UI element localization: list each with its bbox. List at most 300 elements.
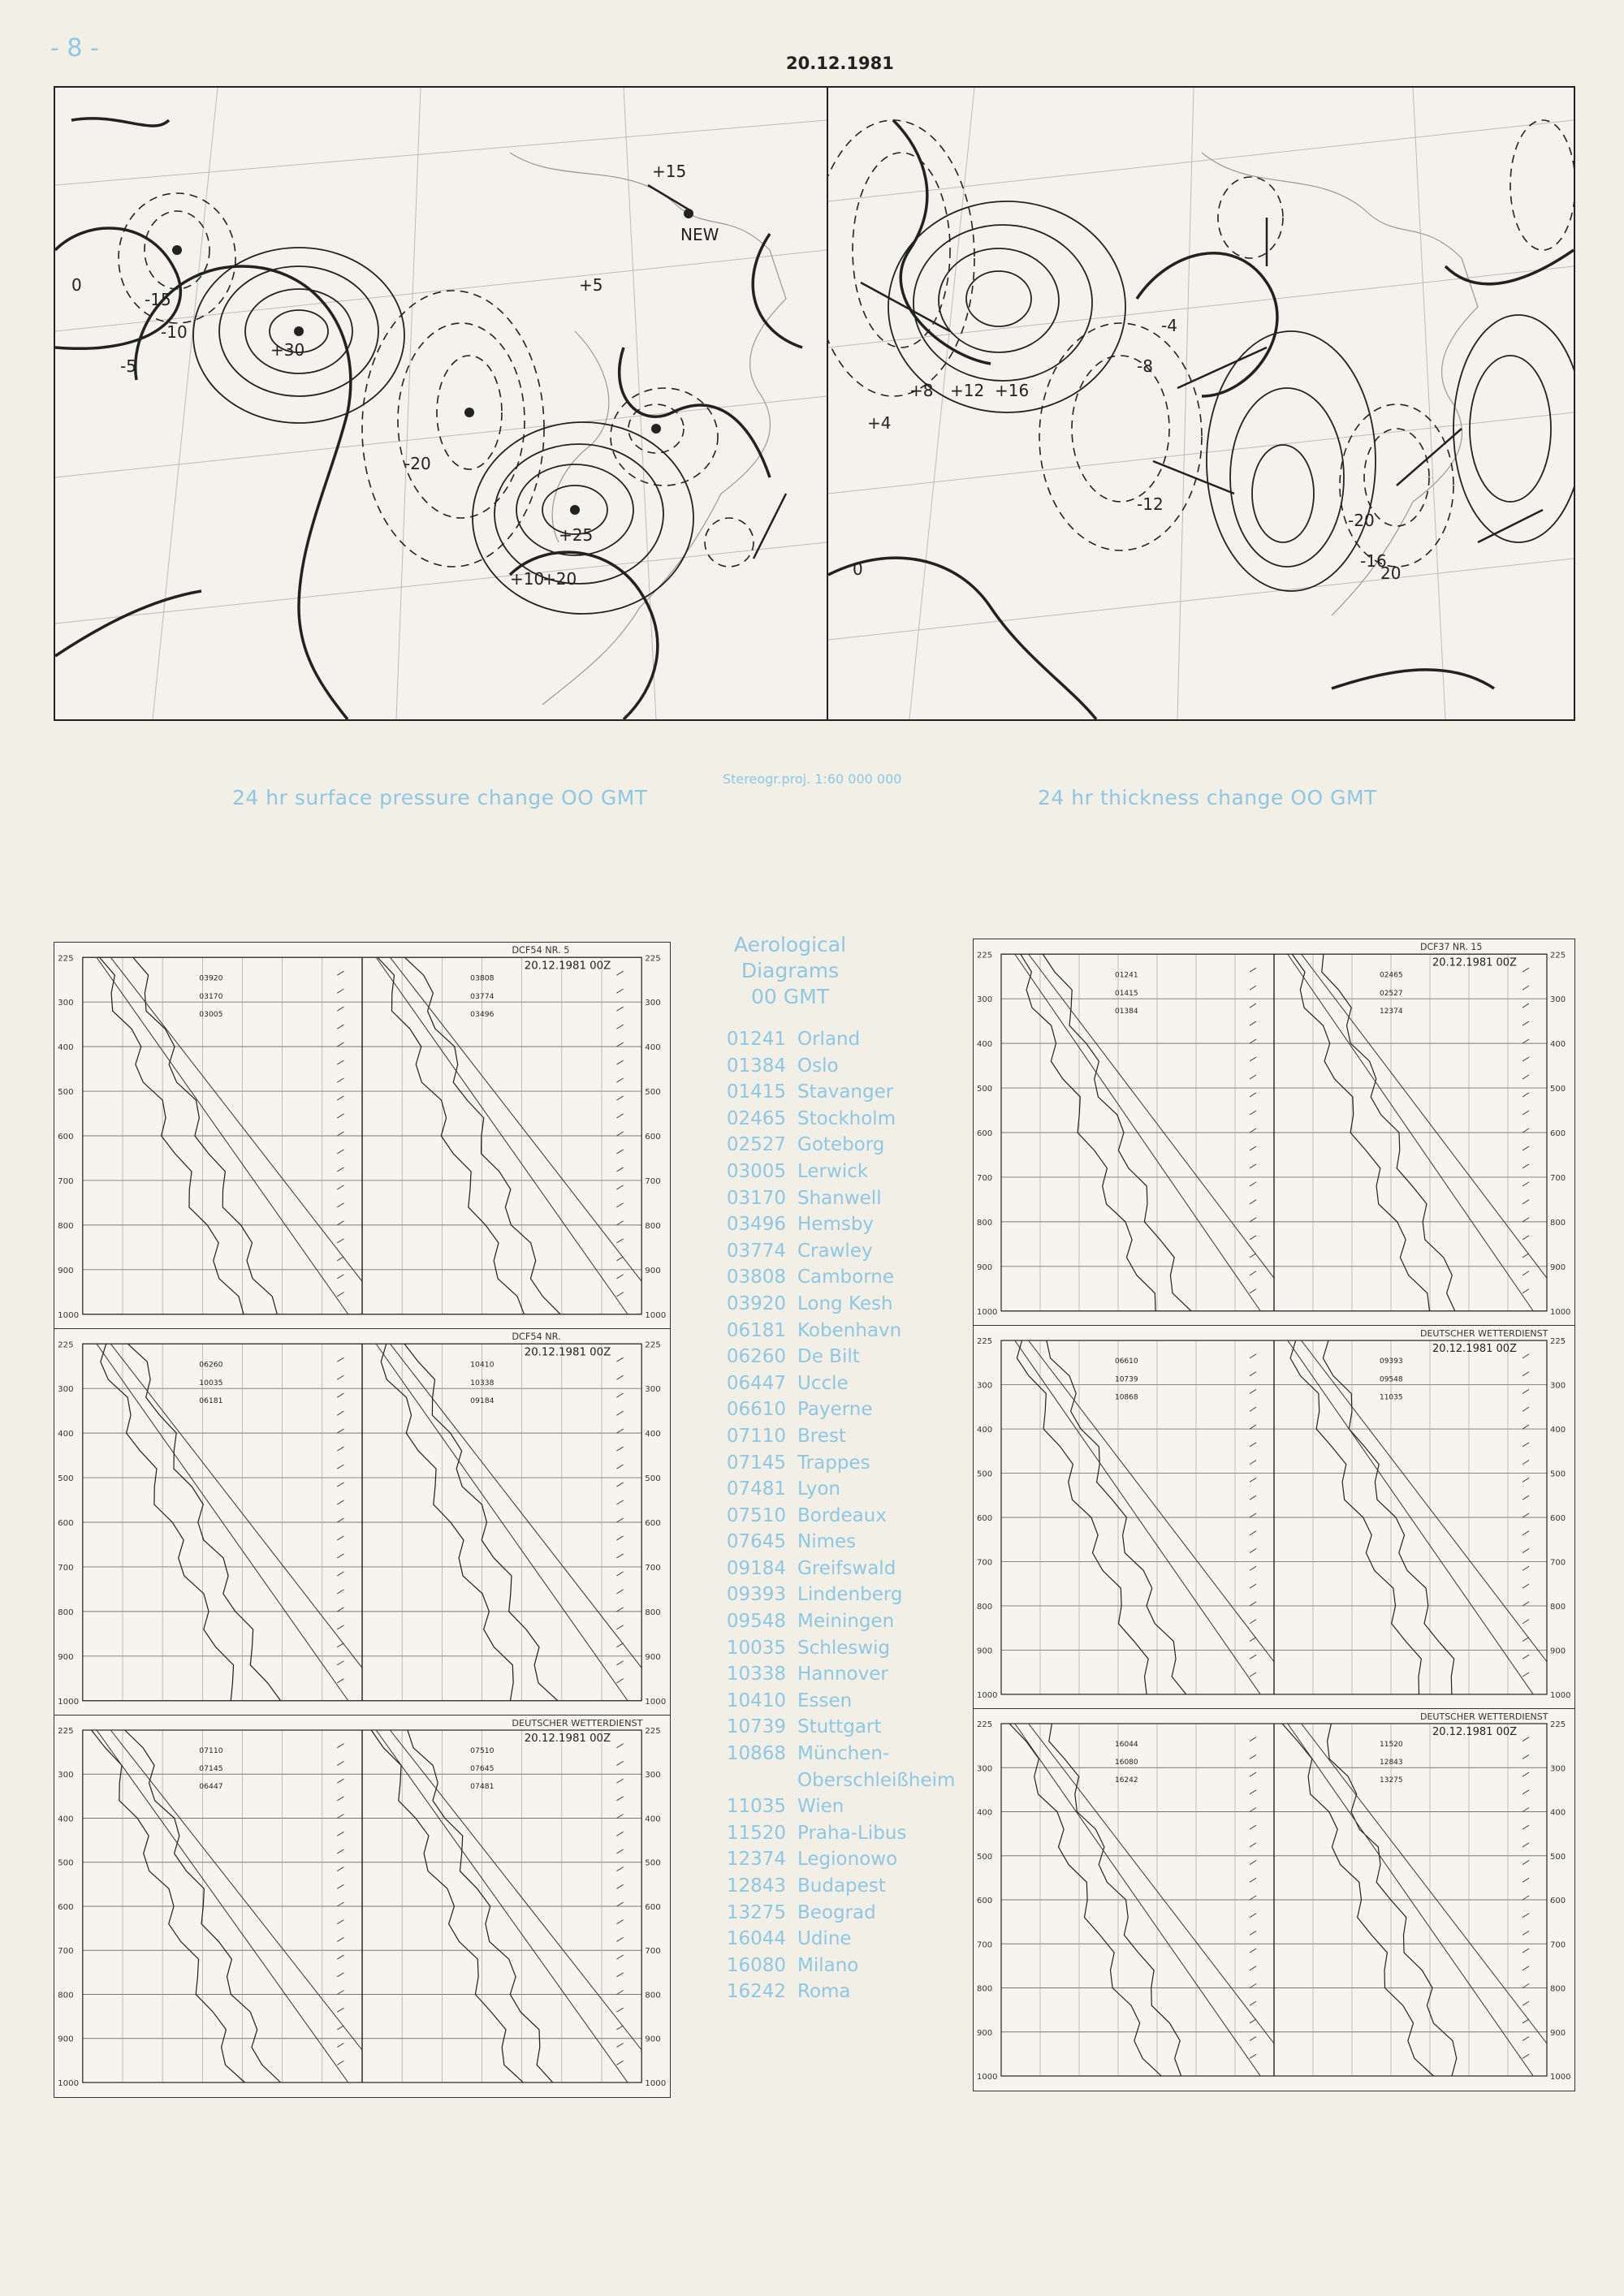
diagram-header: DEUTSCHER WETTERDIENST <box>512 1718 643 1728</box>
station-name: Lyon <box>797 1478 840 1500</box>
pressure-level-label: 800 <box>1550 1984 1566 1994</box>
station-row <box>705 1132 973 1159</box>
map-label: +10 <box>510 569 545 589</box>
station-row <box>705 1185 973 1212</box>
pressure-level-label: 300 <box>1550 1381 1566 1391</box>
pressure-level-label: 700 <box>977 1558 993 1568</box>
station-row <box>705 1238 973 1265</box>
map-label: +4 <box>867 413 892 433</box>
pressure-level-label: 500 <box>645 1088 661 1098</box>
pressure-level-label: 600 <box>645 1133 661 1142</box>
station-code: 10739 <box>726 1716 786 1738</box>
station-row <box>705 1661 973 1688</box>
station-row <box>705 1953 973 1979</box>
station-code: 03808 <box>726 1267 786 1288</box>
pressure-level-label: 500 <box>58 1088 74 1098</box>
station-row <box>705 1820 973 1847</box>
pressure-level-label: 800 <box>645 1221 661 1231</box>
station-code: 06181 <box>726 1319 786 1341</box>
station-code: 03774 <box>726 1240 786 1262</box>
map-label: +16 <box>995 381 1030 400</box>
station-name: Hemsby <box>797 1214 875 1236</box>
map-label: +30 <box>270 340 305 360</box>
station-code: 01384 <box>726 1055 786 1077</box>
pressure-level-label: 500 <box>645 1474 661 1484</box>
pressure-level-label: 900 <box>645 2035 661 2044</box>
pressure-level-label: 800 <box>977 1984 993 1994</box>
station-code: 07481 <box>726 1478 786 1500</box>
pressure-level-label: 700 <box>645 1177 661 1186</box>
pressure-level-label: 300 <box>977 1381 993 1391</box>
thickness-map-caption: 24 hr thickness change OO GMT <box>1038 786 1377 809</box>
station-row <box>705 1793 973 1820</box>
skew-t-plot <box>54 1329 670 1716</box>
station-code: 12374 <box>726 1849 786 1871</box>
pressure-level-label: 300 <box>58 1385 74 1395</box>
aerological-diagram <box>973 1708 1575 2091</box>
station-name: Long Kesh <box>797 1293 893 1314</box>
pressure-level-label: 400 <box>645 1430 661 1439</box>
station-name: Lindenberg <box>797 1584 903 1606</box>
pressure-level-label: 600 <box>58 1133 74 1142</box>
pressure-level-label: 600 <box>645 1903 661 1912</box>
pressure-level-label: 900 <box>1550 1262 1566 1272</box>
pressure-level-label: 700 <box>1550 1173 1566 1184</box>
station-code: 03920 <box>726 1293 786 1314</box>
station-row <box>705 1688 973 1715</box>
station-row <box>705 1211 973 1238</box>
pressure-level-label: 500 <box>645 1858 661 1868</box>
pressure-level-label: 900 <box>977 1262 993 1272</box>
diagram-header: DCF54 NR. 5 <box>512 945 570 956</box>
station-name: Roma <box>797 1981 851 2003</box>
pressure-level-label: 300 <box>645 1771 661 1780</box>
pressure-level-label: 500 <box>977 1085 993 1094</box>
station-name: Budapest <box>797 1875 886 1897</box>
pressure-level-label: 800 <box>977 1218 993 1228</box>
station-code: 16080 <box>726 1954 786 1976</box>
station-code: 10410 <box>726 1690 786 1711</box>
map-label: -20 <box>404 454 431 473</box>
diagram-station-code: 01241 <box>1115 971 1138 980</box>
pressure-level-label: 900 <box>58 2035 74 2044</box>
diagram-station-code: 10338 <box>470 1378 495 1388</box>
station-code: 06447 <box>726 1372 786 1394</box>
diagram-station-code: 03774 <box>470 991 495 1001</box>
station-name: Oberschleißheim <box>797 1769 956 1791</box>
diagram-station-code: 07481 <box>470 1783 495 1791</box>
pressure-level-label: 500 <box>1550 1085 1566 1094</box>
map-label: -15 <box>145 290 171 309</box>
map-label: 0 <box>71 275 82 295</box>
pressure-level-label: 300 <box>58 1771 74 1780</box>
pressure-level-label: 700 <box>58 1564 74 1573</box>
diagram-station-code: 02465 <box>1380 971 1403 980</box>
pressure-level-label: 225 <box>58 1340 74 1350</box>
aerological-diagram <box>54 942 671 1330</box>
diagram-date: 20.12.1981 00Z <box>1432 1343 1517 1356</box>
aerological-diagram <box>973 939 1575 1327</box>
diagram-station-code: 09393 <box>1380 1357 1403 1366</box>
diagram-header: DCF54 NR. <box>512 1331 561 1343</box>
pressure-level-label: 400 <box>1550 1426 1566 1435</box>
pressure-level-label: 600 <box>977 1129 993 1139</box>
pressure-level-label: 225 <box>977 1720 993 1729</box>
diagram-station-code: 12843 <box>1380 1759 1403 1767</box>
pressure-level-label: 400 <box>977 1426 993 1435</box>
diagram-header: DEUTSCHER WETTERDIENST <box>1420 1328 1548 1340</box>
station-code: 02527 <box>726 1134 786 1156</box>
pressure-level-label: 500 <box>1550 1852 1566 1862</box>
station-name: Milano <box>797 1954 859 1976</box>
pressure-level-label: 1000 <box>977 2073 998 2082</box>
station-name: Goteborg <box>797 1134 885 1156</box>
pressure-level-label: 700 <box>1550 1940 1566 1950</box>
pressure-level-label: 500 <box>58 1858 74 1868</box>
map-label: -20 <box>1348 511 1375 530</box>
station-row <box>705 1026 973 1053</box>
station-code: 07645 <box>726 1531 786 1553</box>
station-code: 06610 <box>726 1399 786 1421</box>
station-row <box>705 1873 973 1900</box>
diagram-station-code: 03170 <box>199 991 223 1001</box>
pressure-level-label: 1000 <box>58 1310 80 1320</box>
pressure-level-label: 1000 <box>58 1697 80 1707</box>
station-row <box>705 1423 973 1450</box>
aerological-diagram <box>973 1325 1575 1710</box>
station-name: Udine <box>797 1928 852 1950</box>
station-row <box>705 1370 973 1397</box>
aerological-diagram <box>54 1328 671 1716</box>
station-name: Kobenhavn <box>797 1319 902 1341</box>
pressure-level-label: 900 <box>1550 1646 1566 1656</box>
pressure-level-label: 900 <box>645 1652 661 1662</box>
aerological-title: Aerological Diagrams 00 GMT <box>733 933 847 1008</box>
pressure-level-label: 700 <box>645 1947 661 1957</box>
pressure-level-label: 300 <box>977 995 993 1005</box>
station-name: Hannover <box>797 1664 888 1685</box>
station-code: 10338 <box>726 1664 786 1685</box>
station-code: 09184 <box>726 1557 786 1579</box>
diagram-date: 20.12.1981 00Z <box>1432 1726 1518 1738</box>
station-code: 11035 <box>726 1796 786 1818</box>
pressure-level-label: 225 <box>645 1727 661 1736</box>
aerological-diagram <box>54 1715 671 2098</box>
station-name: Meiningen <box>797 1611 895 1633</box>
station-name: Legionowo <box>797 1849 898 1871</box>
diagram-station-code: 16242 <box>1115 1776 1138 1785</box>
station-code: 10868 <box>726 1743 786 1765</box>
diagram-station-code: 01384 <box>1115 1008 1138 1016</box>
pressure-level-label: 800 <box>1550 1218 1566 1228</box>
station-name: Schleswig <box>797 1637 891 1659</box>
map-label: -8 <box>1137 356 1153 376</box>
pressure-level-label: 400 <box>1550 1808 1566 1818</box>
pressure-level-label: 700 <box>645 1564 661 1573</box>
diagram-station-code: 07645 <box>470 1765 495 1773</box>
pressure-level-label: 225 <box>1550 951 1566 960</box>
pressure-level-label: 225 <box>58 1727 74 1736</box>
map-label: NEW <box>680 225 719 244</box>
station-code: 01415 <box>726 1081 786 1103</box>
station-list <box>705 1026 973 2005</box>
station-name: München- <box>797 1743 890 1765</box>
station-name: Uccle <box>797 1372 849 1394</box>
station-name: Stockholm <box>797 1107 896 1129</box>
pressure-level-label: 600 <box>1550 1514 1566 1524</box>
diagram-station-code: 03808 <box>470 973 495 983</box>
station-row <box>705 1846 973 1873</box>
diagram-station-code: 13275 <box>1380 1776 1403 1785</box>
diagram-date: 20.12.1981 00Z <box>1432 956 1517 969</box>
map-label: -10 <box>161 322 188 342</box>
pressure-level-label: 300 <box>58 999 74 1008</box>
station-row <box>705 1714 973 1741</box>
diagram-station-code: 01415 <box>1115 989 1138 998</box>
pressure-level-label: 1000 <box>58 2079 80 2088</box>
diagram-station-code: 06447 <box>199 1783 223 1791</box>
station-row <box>705 1767 973 1794</box>
pressure-level-label: 700 <box>977 1173 993 1184</box>
station-code: 03496 <box>726 1214 786 1236</box>
diagram-station-code: 07110 <box>199 1747 223 1755</box>
station-row <box>705 1396 973 1423</box>
pressure-level-label: 600 <box>977 1897 993 1905</box>
pressure-level-label: 700 <box>58 1947 74 1957</box>
station-name: Wien <box>797 1796 844 1818</box>
pressure-level-label: 600 <box>645 1519 661 1529</box>
station-row <box>705 1741 973 1767</box>
diagram-station-code: 10868 <box>1115 1393 1138 1402</box>
date-header: 20.12.1981 <box>786 54 894 73</box>
station-name: Shanwell <box>797 1187 882 1209</box>
pressure-level-label: 900 <box>977 2028 993 2038</box>
map-label: 0 <box>853 559 863 579</box>
station-row <box>705 1529 973 1556</box>
station-code: 07145 <box>726 1452 786 1474</box>
station-name: Oslo <box>797 1055 839 1077</box>
map-label: -4 <box>1161 316 1177 335</box>
skew-t-plot <box>974 939 1574 1326</box>
diagram-station-code: 06181 <box>199 1396 223 1406</box>
map-label: -12 <box>1137 494 1164 514</box>
diagram-station-code: 12374 <box>1380 1008 1403 1016</box>
pressure-level-label: 600 <box>58 1903 74 1912</box>
station-name: Trappes <box>797 1452 870 1474</box>
diagram-station-code: 09548 <box>1380 1375 1403 1384</box>
diagram-station-code: 10739 <box>1115 1375 1138 1384</box>
station-row <box>705 1264 973 1291</box>
pressure-level-label: 1000 <box>645 1697 667 1707</box>
station-code: 06260 <box>726 1346 786 1368</box>
pressure-level-label: 900 <box>58 1652 74 1662</box>
map-label: 20 <box>1380 563 1402 583</box>
pressure-level-label: 400 <box>58 1815 74 1824</box>
diagram-station-code: 02527 <box>1380 989 1403 998</box>
station-code <box>705 1767 797 1794</box>
pressure-level-label: 225 <box>1550 1720 1566 1729</box>
diagram-station-code: 11035 <box>1380 1393 1403 1402</box>
pressure-level-label: 400 <box>58 1430 74 1439</box>
diagram-station-code: 10410 <box>470 1360 495 1370</box>
pressure-map-caption: 24 hr surface pressure change OO GMT <box>232 786 648 809</box>
station-row <box>705 1450 973 1477</box>
station-row <box>705 1556 973 1582</box>
station-code: 01241 <box>726 1029 786 1050</box>
diagram-station-code: 03005 <box>199 1010 223 1020</box>
station-name: Orland <box>797 1029 861 1050</box>
station-row <box>705 1926 973 1953</box>
pressure-level-label: 300 <box>977 1764 993 1774</box>
diagram-station-code: 06260 <box>199 1360 223 1370</box>
pressure-level-label: 1000 <box>645 2079 667 2088</box>
pressure-level-label: 500 <box>58 1474 74 1484</box>
pressure-level-label: 1000 <box>977 1307 998 1317</box>
diagram-station-code: 03496 <box>470 1010 495 1020</box>
pressure-level-label: 900 <box>1550 2028 1566 2038</box>
station-name: Brest <box>797 1425 846 1447</box>
pressure-level-label: 400 <box>645 1815 661 1824</box>
station-name: Praha-Libus <box>797 1822 907 1844</box>
map-label: +25 <box>559 525 594 545</box>
diagram-date: 20.12.1981 00Z <box>524 1346 611 1359</box>
station-name: Essen <box>797 1690 853 1711</box>
station-row <box>705 1106 973 1133</box>
station-code: 16044 <box>726 1928 786 1950</box>
station-row <box>705 1476 973 1503</box>
pressure-level-label: 600 <box>977 1514 993 1524</box>
map-label: +12 <box>950 381 985 400</box>
pressure-level-label: 800 <box>645 1608 661 1617</box>
diagram-station-code: 16044 <box>1115 1741 1138 1749</box>
station-name: Bordeaux <box>797 1504 887 1526</box>
station-row <box>705 1979 973 2005</box>
station-name: Nimes <box>797 1531 857 1553</box>
surface-pressure-chart <box>55 88 827 719</box>
projection-note: Stereogr.proj. 1:60 000 000 <box>723 771 902 787</box>
pressure-level-label: 500 <box>977 1470 993 1479</box>
pressure-level-label: 700 <box>977 1940 993 1950</box>
pressure-level-label: 1000 <box>977 1690 998 1700</box>
pressure-level-label: 300 <box>645 1385 661 1395</box>
diagram-station-code: 07145 <box>199 1765 223 1773</box>
station-name: De Bilt <box>797 1346 860 1368</box>
diagram-station-code: 06610 <box>1115 1357 1138 1366</box>
pressure-level-label: 225 <box>977 1337 993 1347</box>
pressure-level-label: 700 <box>58 1177 74 1186</box>
station-code: 09548 <box>726 1611 786 1633</box>
station-code: 03170 <box>726 1187 786 1209</box>
pressure-level-label: 800 <box>977 1602 993 1612</box>
pressure-level-label: 800 <box>1550 1602 1566 1612</box>
station-name: Crawley <box>797 1240 873 1262</box>
pressure-level-label: 1000 <box>1550 1307 1571 1317</box>
station-code: 09393 <box>726 1584 786 1606</box>
station-row <box>705 1079 973 1106</box>
pressure-level-label: 400 <box>1550 1040 1566 1050</box>
map-label: -16 <box>1360 551 1387 571</box>
pressure-level-label: 800 <box>58 1991 74 2000</box>
diagram-station-code: 09184 <box>470 1396 495 1406</box>
diagram-header: DEUTSCHER WETTERDIENST <box>1420 1711 1548 1722</box>
page-number: - 8 - <box>50 34 99 63</box>
skew-t-plot <box>974 1326 1574 1709</box>
pressure-level-label: 600 <box>1550 1897 1566 1905</box>
skew-t-plot <box>54 943 670 1329</box>
pressure-level-label: 400 <box>645 1043 661 1053</box>
station-code: 12843 <box>726 1875 786 1897</box>
diagram-date: 20.12.1981 00Z <box>524 1733 611 1745</box>
pressure-level-label: 225 <box>977 951 993 960</box>
station-row <box>705 1318 973 1344</box>
station-row <box>705 1291 973 1318</box>
pressure-level-label: 225 <box>645 1340 661 1350</box>
pressure-level-label: 225 <box>645 954 661 964</box>
station-name: Lerwick <box>797 1160 869 1182</box>
pressure-level-label: 1000 <box>1550 2073 1571 2082</box>
skew-t-plot <box>974 1709 1574 2091</box>
station-name: Beograd <box>797 1901 876 1923</box>
pressure-level-label: 500 <box>977 1852 993 1862</box>
map-label: +5 <box>579 275 603 295</box>
diagram-station-code: 11520 <box>1380 1741 1403 1749</box>
pressure-level-label: 600 <box>1550 1129 1566 1139</box>
pressure-level-label: 800 <box>645 1991 661 2000</box>
pressure-level-label: 800 <box>58 1608 74 1617</box>
pressure-level-label: 600 <box>58 1519 74 1529</box>
station-name: Payerne <box>797 1399 873 1421</box>
diagram-station-code: 07510 <box>470 1747 495 1755</box>
station-row <box>705 1582 973 1608</box>
thickness-change-map <box>827 86 1575 721</box>
map-label: -5 <box>120 356 136 376</box>
map-label: +8 <box>909 381 934 400</box>
skew-t-plot <box>54 1716 670 2097</box>
pressure-level-label: 300 <box>645 999 661 1008</box>
station-code: 02465 <box>726 1107 786 1129</box>
station-row <box>705 1503 973 1530</box>
aerological-legend <box>705 932 973 2005</box>
station-row <box>705 1635 973 1662</box>
pressure-level-label: 900 <box>977 1646 993 1656</box>
station-code: 07110 <box>726 1425 786 1447</box>
station-name: Greifswald <box>797 1557 896 1579</box>
map-label: +15 <box>652 162 687 181</box>
station-row <box>705 1053 973 1080</box>
pressure-level-label: 225 <box>1550 1337 1566 1347</box>
pressure-level-label: 400 <box>58 1043 74 1053</box>
station-code: 16242 <box>726 1981 786 2003</box>
pressure-level-label: 1000 <box>1550 1690 1571 1700</box>
pressure-level-label: 1000 <box>645 1310 667 1320</box>
diagram-header: DCF37 NR. 15 <box>1420 942 1483 953</box>
station-name: Camborne <box>797 1267 895 1288</box>
station-code: 07510 <box>726 1504 786 1526</box>
station-row <box>705 1344 973 1370</box>
diagram-date: 20.12.1981 00Z <box>524 960 611 973</box>
thickness-change-chart <box>828 88 1574 719</box>
surface-pressure-map <box>54 86 828 721</box>
station-code: 03005 <box>726 1160 786 1182</box>
pressure-level-label: 225 <box>58 954 74 964</box>
pressure-level-label: 500 <box>1550 1470 1566 1479</box>
station-code: 11520 <box>726 1822 786 1844</box>
station-code: 10035 <box>726 1637 786 1659</box>
pressure-level-label: 900 <box>645 1266 661 1275</box>
diagram-station-code: 16080 <box>1115 1759 1138 1767</box>
station-row <box>705 1159 973 1185</box>
map-label: +20 <box>542 569 577 589</box>
